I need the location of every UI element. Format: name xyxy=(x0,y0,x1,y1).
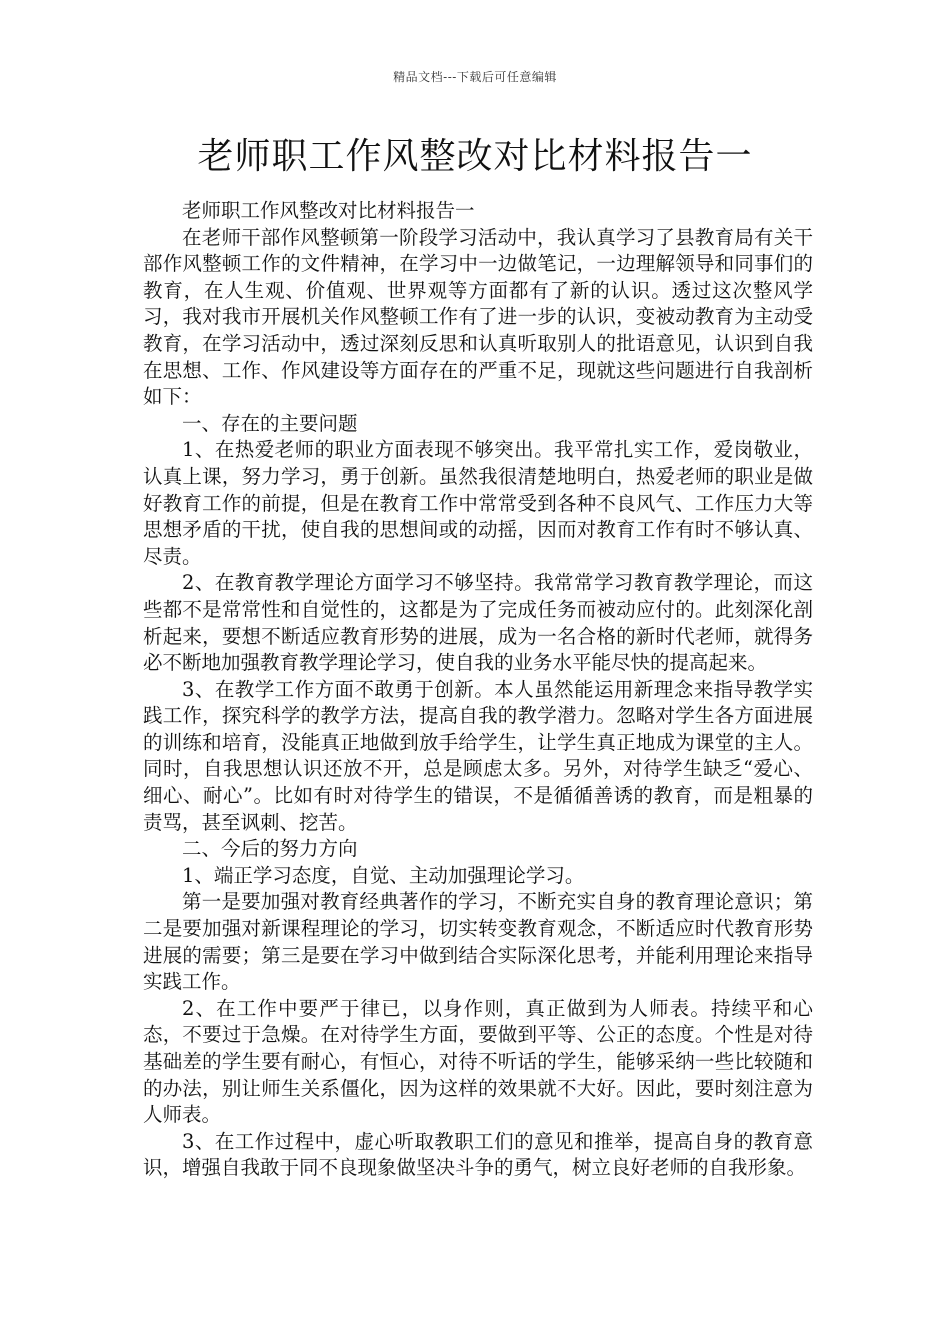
body-paragraph: 2、在工作中要严于律已，以身作则，真正做到为人师表。持续平和心态，不要过于急燥。在对待学生方面，要做到平等、公正的态度。个性是对待基础差的学生要有耐心，有恒心，对待不听话的学生，能够采纳一些比较随和的办法，别让师生关系僵化，因为这样的效果就不大好。因此，要时刻注意为人师表。 xyxy=(143,996,813,1127)
body-paragraph: 3、在工作过程中，虚心听取教职工们的意见和推举，提高自身的教育意识，增强自我敢于同不良现象做坚决斗争的勇气，树立良好老师的自我形象。 xyxy=(143,1129,813,1180)
header-note: 精品文档---下载后可任意编辑 xyxy=(393,70,557,84)
section-heading: 二、今后的努力方向 xyxy=(182,837,358,861)
body-paragraph: 1、在热爱老师的职业方面表现不够突出。我平常扎实工作，爱岗敬业，认真上课，努力学习，勇于创新。虽然我很清楚地明白，热爱老师的职业是做好教育工作的前提，但是在教育工作中常常受到各种不良风气、工作压力大等思想矛盾的干扰，使自我的思想间或的动摇，因而对教育工作有时不够认真、尽责。 xyxy=(143,438,813,568)
subtitle-paragraph: 老师职工作风整改对比材料报告一 xyxy=(182,199,475,222)
document-title: 老师职工作风整改对比材料报告一 xyxy=(197,136,753,177)
body-paragraph: 2、在教育教学理论方面学习不够坚持。我常常学习教育教学理论，而这些都不是常常性和自觉性的，这都是为了完成任务而被动应付的。此刻深化剖析起来，要想不断适应教育形势的进展，成为一名合格的新时代老师，就得务必不断地加强教育教学理论学习，使自我的业务水平能尽快的提高起来。 xyxy=(143,571,813,675)
body-paragraph: 1、端正学习态度，自觉、主动加强理论学习。 xyxy=(182,863,585,887)
body-paragraph: 第一是要加强对教育经典著作的学习，不断充实自身的教育理论意识；第二是要加强对新课程理论的学习，切实转变教育观念，不断适应时代教育形势进展的需要；第三是要在学习中做到结合实际深化思考，并能利用理论来指导实践工作。 xyxy=(143,890,813,994)
section-heading: 一、存在的主要问题 xyxy=(182,411,358,435)
body-paragraph: 在老师干部作风整顿第一阶段学习活动中，我认真学习了县教育局有关干部作风整顿工作的文件精神，在学习中一边做笔记，一边理解领导和同事们的教育，在人生观、价值观、世界观等方面都有了新的认识。透过这次整风学习，我对我市开展机关作风整顿工作有了进一步的认识，变被动教育为主动受教育，在学习活动中，透过深刻反思和认真听取别人的批语意见，认识到自我在思想、工作、作风建设等方面存在的严重不足，现就这些问题进行自我剖析如下： xyxy=(143,225,813,409)
body-paragraph: 3、在教学工作方面不敢勇于创新。本人虽然能运用新理念来指导教学实践工作，探究科学的教学方法，提高自我的教学潜力。忽略对学生各方面进展的训练和培育，没能真正地做到放手给学生，让学生真正地成为课堂的主人。同时，自我思想认识还放不开，总是顾虑太多。另外，对待学生缺乏“爱心、细心、耐心”。比如有时对待学生的错误，不是循循善诱的教育，而是粗暴的责骂，甚至讽刺、挖苦。 xyxy=(143,677,813,834)
document-body xyxy=(143,198,813,1182)
